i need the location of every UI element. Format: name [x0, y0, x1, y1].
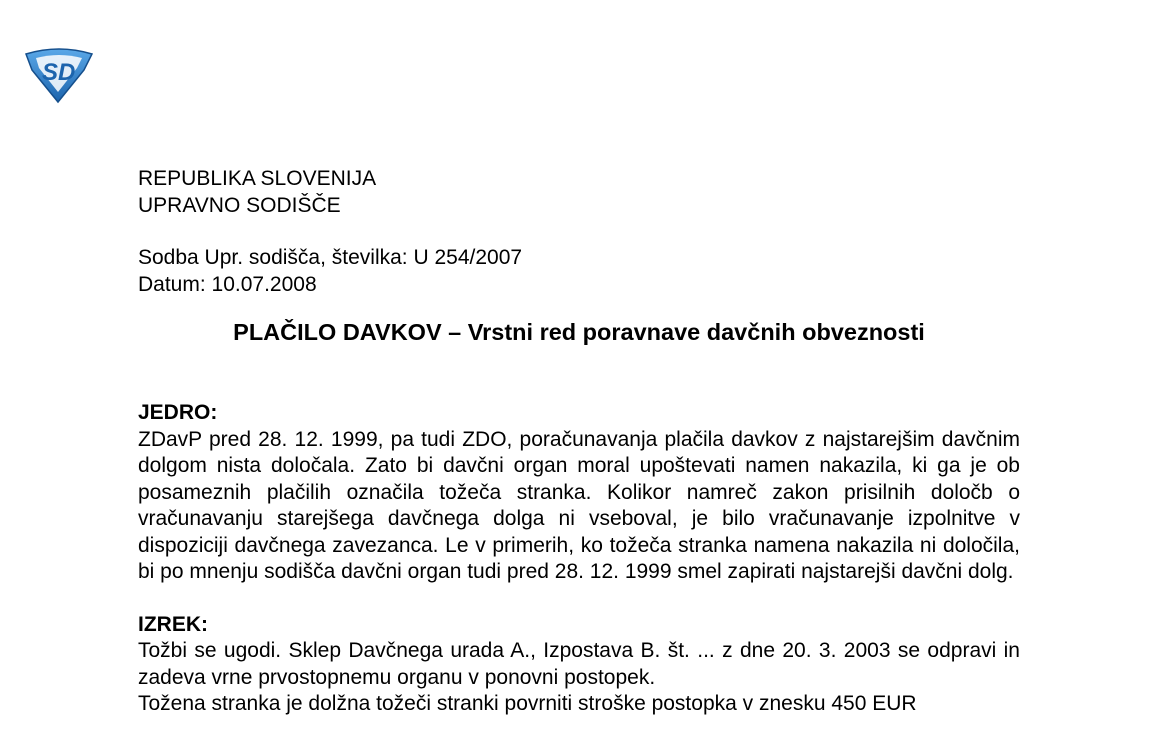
document-body [138, 166, 1020, 718]
court-country: REPUBLIKA SLOVENIJA [138, 167, 377, 190]
svg-text:D: D [58, 59, 76, 86]
svg-text:S: S [42, 59, 59, 86]
izrek-cut-text: Tožena stranka je dolžna tožeči stranki povrniti stroške postopka v znesku 450 EUR [138, 692, 917, 715]
document-title: PLAČILO DAVKOV – Vrstni red poravnave davčnih obveznosti [233, 319, 925, 345]
judgment-number: Sodba Upr. sodišča, številka: U 254/2007 [138, 246, 523, 269]
izrek-heading: IZREK: [138, 612, 208, 636]
section-jedro [138, 400, 1020, 586]
sd-logo [22, 46, 96, 104]
izrek-text: Tožbi se ugodi. Sklep Davčnega urada A., Izpostava B. št. ... z dne 20. 3. 2003 se odpravi in zadeva vrne prvostopnemu organu v ponovni postopek. [138, 639, 1020, 689]
sd-shield-logo-icon [22, 46, 96, 104]
court-name: UPRAVNO SODIŠČE [138, 193, 341, 217]
jedro-text: ZDavP pred 28. 12. 1999, pa tudi ZDO, poračunavanja plačila davkov z najstarejšim davčnim dolgom nista določala. Zato bi davčni organ moral upoštevati namen nakazila, ki ga je ob posameznih plačilih označila tožeča stranka. Kolikor namreč zakon prisilnih določb o vračunavanju starejšega davčnega dolga ni vseboval, je bilo vračunavanje izpolnitve v dispoziciji davčnega zavezanca. Le v primerih, ko tožeča stranka namena nakazila ni določila, bi po mnenju sodišča davčni organ tudi pred 28. 12. 1999 smel zapirati najstarejši davčni dolg. [138, 427, 1020, 583]
jedro-heading: JEDRO: [138, 401, 218, 424]
judgment-date: Datum: 10.07.2008 [138, 272, 317, 296]
section-izrek [138, 612, 1020, 718]
